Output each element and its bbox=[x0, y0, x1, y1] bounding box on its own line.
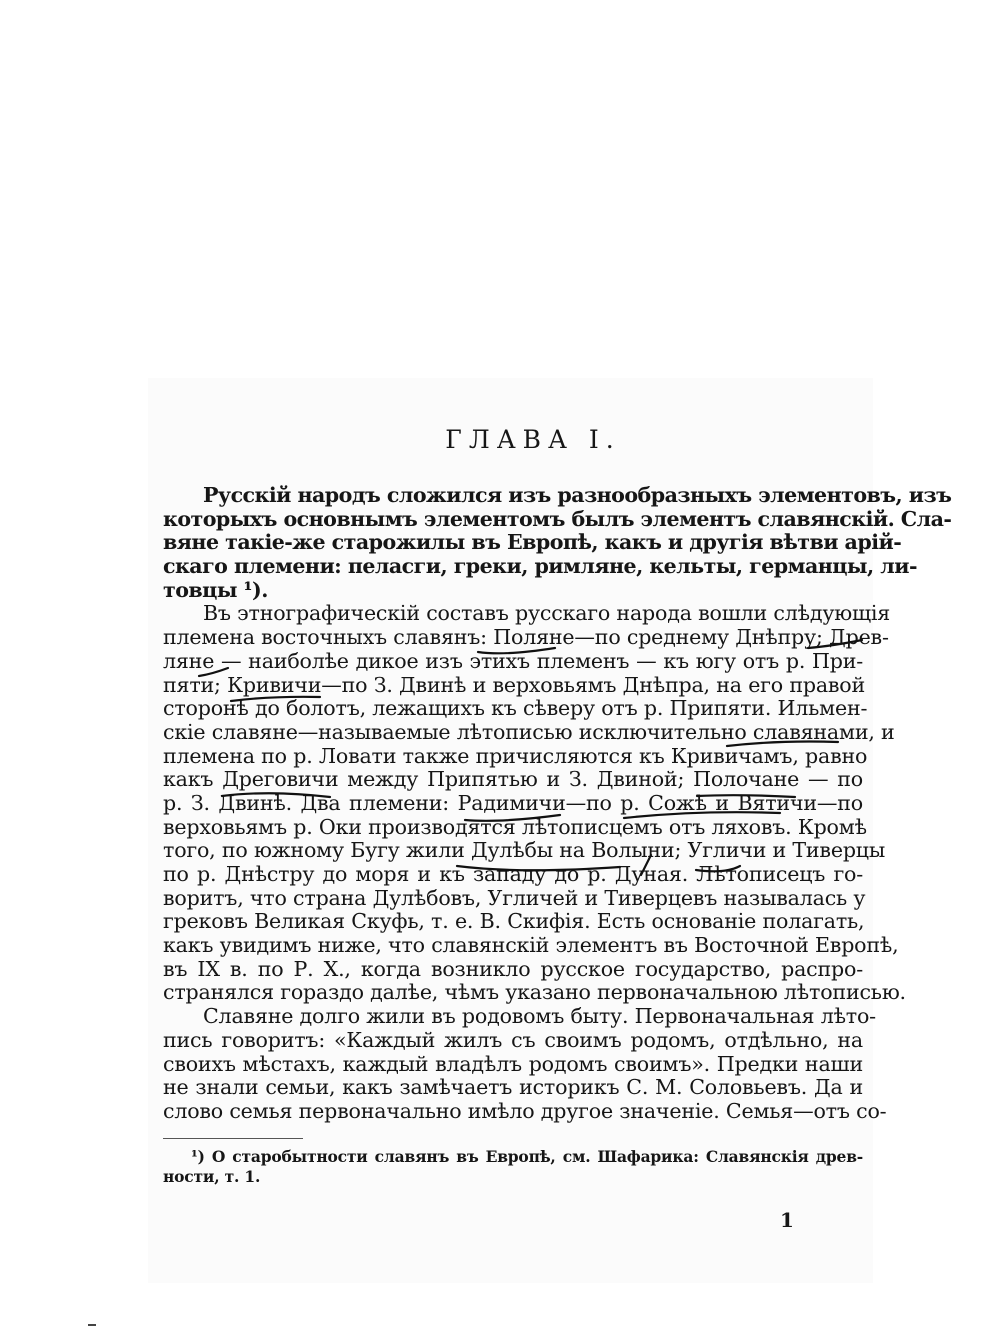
page-content bbox=[163, 425, 952, 1187]
text-line: пяти; Кривичи—по З. Двинѣ и верховьямъ Днѣпра, на его правой bbox=[163, 672, 866, 697]
text-line: верховьямъ р. Оки производятся лѣтописцемъ отъ ляховъ. Кромѣ bbox=[163, 814, 867, 839]
text-line: въ IX в. по Р. Х., когда возникло русское государство, распро- bbox=[163, 956, 863, 981]
text-line: скіе славяне—называемые лѣтописью исключительно славянами, и bbox=[163, 719, 895, 744]
text-line: которыхъ основнымъ элементомъ былъ элементъ славянскій. Сла- bbox=[163, 506, 952, 531]
footnote-line: ¹) О старобытности славянъ въ Европѣ, см. Шафарика: Славянскія древ- bbox=[191, 1146, 863, 1166]
text-line: р. З. Двинѣ. Два племени: Радимичи—по р. Сожѣ и Вятичи—по bbox=[163, 790, 863, 815]
footnote bbox=[163, 1147, 863, 1187]
text-line: какъ Дреговичи между Припятью и З. Двиной; Полочане — по bbox=[163, 767, 863, 792]
text-line: того, по южному Бугу жили Дулѣбы на Волыни; Угличи и Тиверцы bbox=[163, 838, 886, 863]
chapter-body bbox=[163, 483, 952, 1124]
text-line: грековъ Великая Скуфь, т. е. В. Скифія. Есть основаніе полагать, bbox=[163, 909, 865, 934]
text-line: своихъ мѣстахъ, каждый владѣлъ родомъ своимъ». Предки наши bbox=[163, 1051, 863, 1076]
text-line: сторонѣ до болотъ, лежащихъ къ сѣверу отъ р. Припяти. Ильмен- bbox=[163, 696, 868, 721]
text-line: пись говоритъ: «Каждый жилъ съ своимъ родомъ, отдѣльно, на bbox=[163, 1027, 863, 1052]
text-line: скаго племени: пеласги, греки, римляне, кельты, германцы, ли- bbox=[163, 554, 917, 579]
text-line: какъ увидимъ ниже, что славянскій элементъ въ Восточной Европѣ, bbox=[163, 933, 899, 958]
paragraph-1 bbox=[163, 483, 952, 602]
scan-artifact-mark bbox=[88, 1324, 96, 1326]
text-line: странялся гораздо далѣе, чѣмъ указано первоначальною лѣтописью. bbox=[163, 980, 906, 1005]
text-line: Русскій народъ сложился изъ разнообразныхъ элементовъ, изъ bbox=[203, 483, 952, 507]
text-line: Славяне долго жили въ родовомъ быту. Первоначальная лѣто- bbox=[203, 1004, 876, 1029]
paragraph-3 bbox=[163, 1004, 887, 1123]
text-line: по р. Днѣстру до моря и къ западу до р. Дуная. Лѣтописецъ го- bbox=[163, 862, 863, 886]
paragraph-2 bbox=[163, 601, 906, 1005]
text-line: Въ этнографическій составъ русскаго народа вошли слѣдующія bbox=[203, 601, 891, 626]
page-number: 1 bbox=[780, 1208, 794, 1232]
text-line: племена восточныхъ славянъ: Поляне—по среднему Днѣпру; Древ- bbox=[163, 625, 889, 650]
footnote-line: ности, т. 1. bbox=[163, 1166, 261, 1186]
text-line: ляне — наиболѣе дикое изъ этихъ племенъ — къ югу отъ р. При- bbox=[163, 648, 863, 673]
text-line: вяне такіе-же старожилы въ Европѣ, какъ и другія вѣтви арій- bbox=[163, 530, 902, 555]
text-line: слово семья первоначально имѣло другое значеніе. Семья—отъ со- bbox=[163, 1098, 887, 1123]
text-line: племена по р. Ловати также причисляются къ Кривичамъ, равно bbox=[163, 743, 868, 768]
text-line: воритъ, что страна Дулѣбовъ, Угличей и Тиверцевъ называлась у bbox=[163, 885, 866, 910]
text-line: товцы ¹). bbox=[163, 577, 268, 602]
chapter-title: ГЛАВА I. bbox=[445, 425, 621, 454]
text-line: не знали семьи, какъ замѣчаетъ историкъ С. М. Соловьевъ. Да и bbox=[163, 1075, 863, 1100]
footnote-divider bbox=[163, 1138, 303, 1139]
